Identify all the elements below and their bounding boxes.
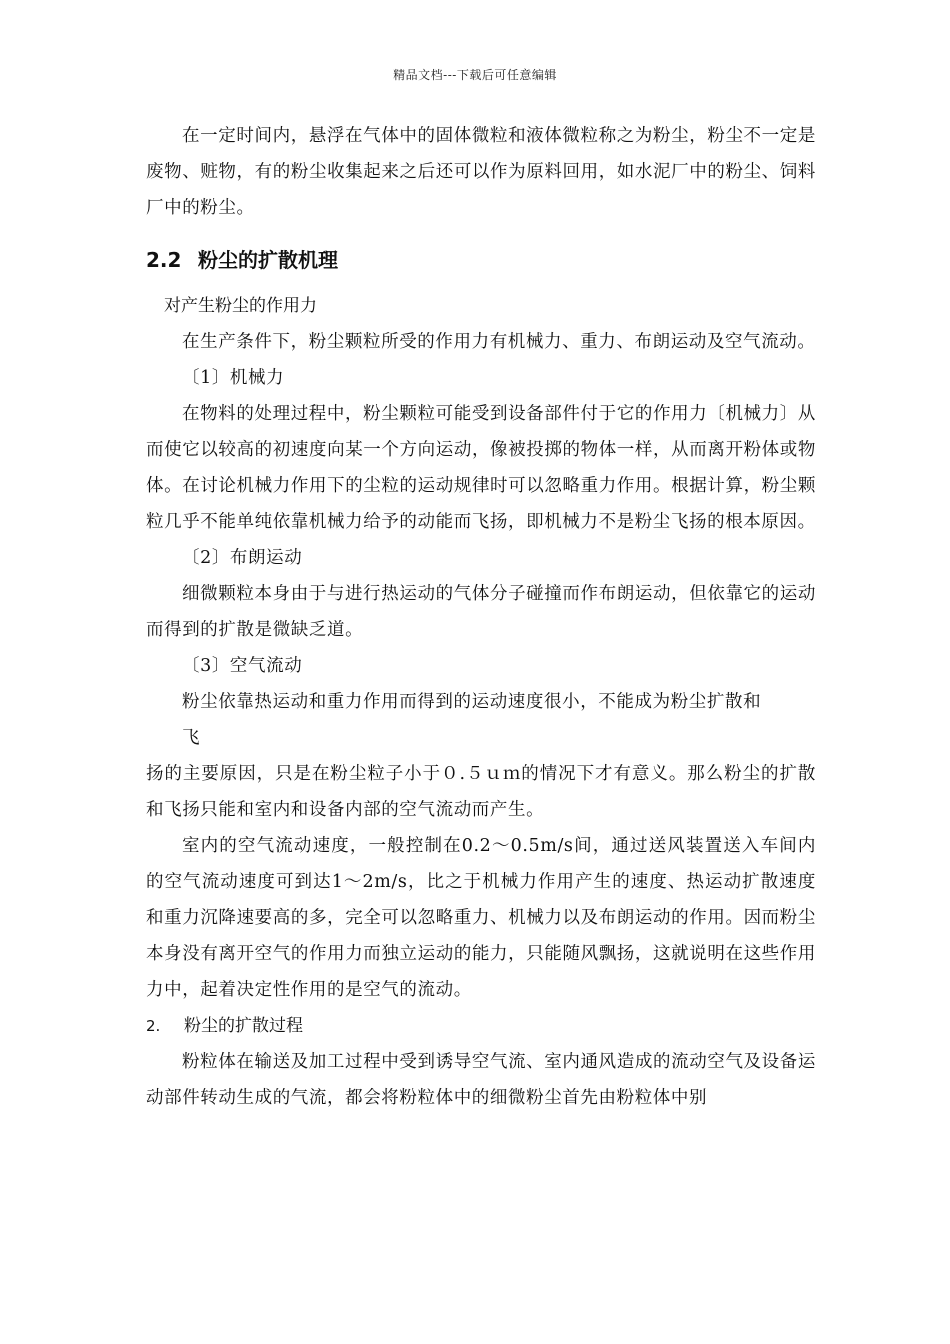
section2-title: 粉尘的扩散过程 bbox=[184, 1016, 303, 1036]
item1-paragraph: 在物料的处理过程中，粉尘颗粒可能受到设备部件付于它的作用力〔机械力〕从而使它以较高的初速度向某一个方向运动，像被投掷的物体一样，从而离开粉体或物体。在讨论机械力作用下的尘粒的运动规律时可以忽略重力作用。根据计算，粉尘颗粒几乎不能单纯依靠机械力给予的动能而飞扬，即机械力不是粉尘飞扬的根本原因。 bbox=[146, 404, 816, 532]
air-flow-paragraph: 室内的空气流动速度，一般控制在0.2～0.5m/s间，通过送风装置送入车间内的空气流动速度可到达1～2m/s，比之于机械力作用产生的速度、热运动扩散速度和重力沉降速要高的多，完全可以忽略重力、机械力以及布朗运动的作用。因而粉尘本身没有离开空气的作用力而独立运动的能力，只能随风飘扬，这就说明在这些作用力中，起着决定性作用的是空气的流动。 bbox=[146, 836, 816, 1000]
section2-number: 2. bbox=[146, 1017, 161, 1035]
item3-paragraph-a: 粉尘依靠热运动和重力作用而得到的运动速度很小，不能成为粉尘扩散和 bbox=[182, 692, 762, 712]
item3-paragraph-b: 飞 bbox=[182, 728, 201, 748]
item1-title: 〔1〕机械力 bbox=[182, 368, 285, 388]
section-title: 粉尘的扩散机理 bbox=[198, 248, 338, 272]
subsection-heading: 对产生粉尘的作用力 bbox=[164, 296, 317, 316]
item2-paragraph: 细微颗粒本身由于与进行热运动的气体分子碰撞而作布朗运动，但依靠它的运动而得到的扩散是微缺乏道。 bbox=[146, 584, 816, 640]
item2-title: 〔2〕布朗运动 bbox=[182, 548, 303, 568]
document-body bbox=[146, 118, 816, 1116]
item3-title: 〔3〕空气流动 bbox=[182, 656, 303, 676]
section2-heading bbox=[146, 1008, 816, 1044]
intro-paragraph: 在一定时间内，悬浮在气体中的固体微粒和液体微粒称之为粉尘，粉尘不一定是废物、赃物，有的粉尘收集起来之后还可以作为原料回用，如水泥厂中的粉尘、饲料厂中的粉尘。 bbox=[146, 126, 816, 218]
forces-paragraph: 在生产条件下，粉尘颗粒所受的作用力有机械力、重力、布朗运动及空气流动。 bbox=[182, 332, 816, 352]
section-heading bbox=[146, 242, 816, 278]
last-paragraph: 粉粒体在输送及加工过程中受到诱导空气流、室内通风造成的流动空气及设备运动部件转动生成的气流，都会将粉粒体中的细微粉尘首先由粉粒体中别 bbox=[146, 1052, 816, 1108]
item3-paragraph-c: 扬的主要原因，只是在粉尘粒子小于０.５ｕｍ的情况下才有意义。那么粉尘的扩散和飞扬只能和室内和设备内部的空气流动而产生。 bbox=[146, 764, 816, 820]
page-header: 精品文档---下载后可任意编辑 bbox=[393, 68, 557, 82]
section-number: 2.2 bbox=[146, 248, 182, 272]
